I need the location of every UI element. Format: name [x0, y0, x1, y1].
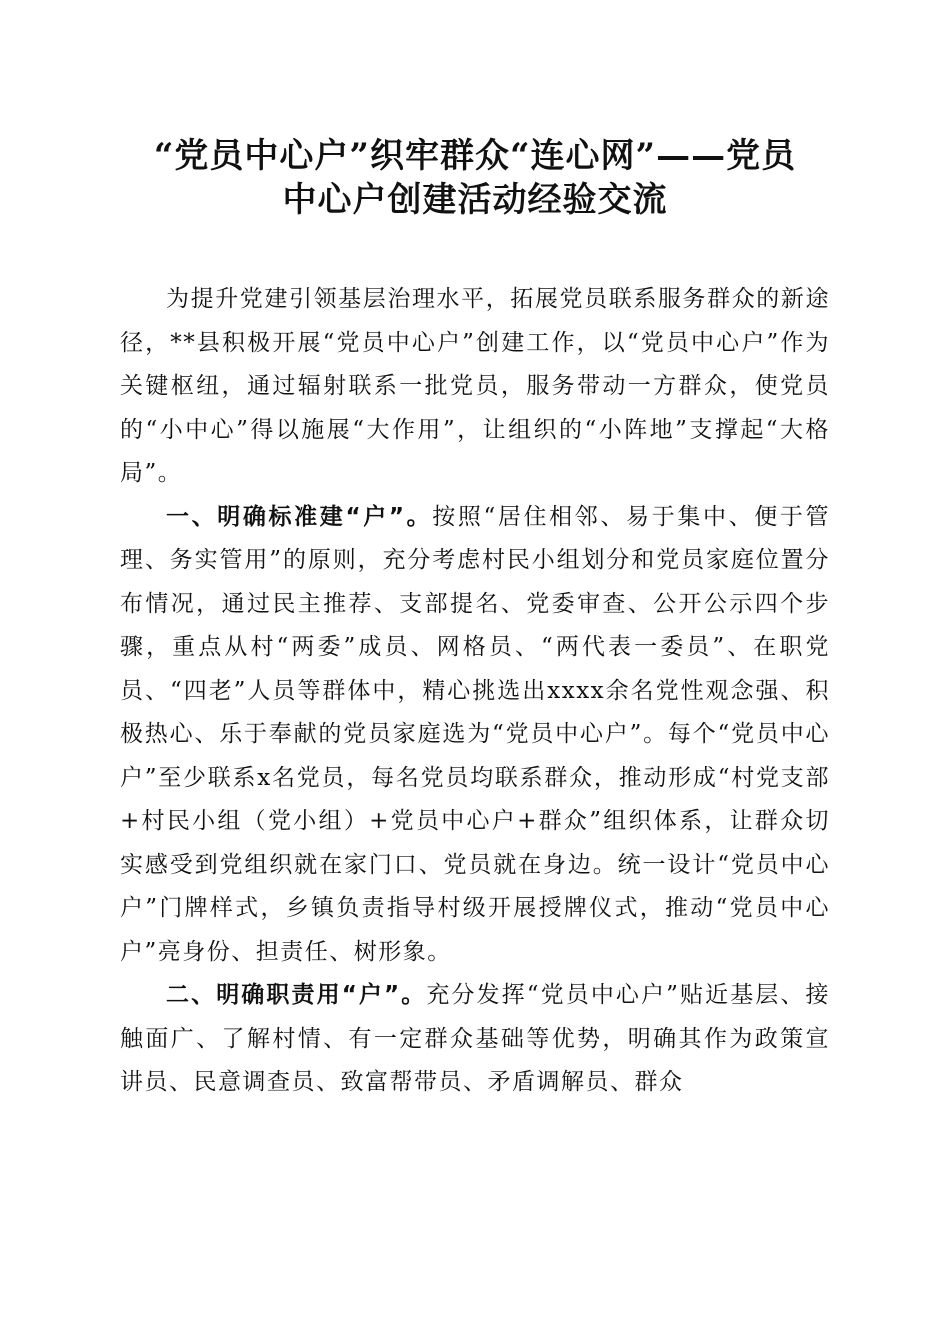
paragraph-text: 充分发挥“党员中心户”贴近基层、接触面广、了解村情、有一定群众基础等优势，明确其作为政策宣讲员、民意调查员、致富帮带员、矛盾调解员、群众 [120, 982, 830, 1095]
section-heading: 二、明确职责用“户”。 [166, 982, 427, 1008]
document-title [110, 134, 840, 222]
document-body [120, 278, 830, 1105]
paragraph-section-1 [120, 496, 830, 975]
paragraph-text: 按照“居住相邻、易于集中、便于管理、务实管用”的原则，充分考虑村民小组划分和党员家庭位置分布情况，通过民主推荐、支部提名、党委审查、公开公示四个步骤，重点从村“两委”成员、网格员、“两代表一委员”、在职党员、“四老”人员等群体中，精心挑选出xxxx余名党性观念强、积极热心、乐于奉献的党员家庭选为“党员中心户”。每个“党员中心户”至少联系x名党员，每名党员均联系群众，推动形成“村党支部+村民小组（党小组）+党员中心户+群众”组织体系，让群众切实感受到党组织就在家门口、党员就在身边。统一设计“党员中心户”门牌样式，乡镇负责指导村级开展授牌仪式，推动“党员中心户”亮身份、担责任、树形象。 [120, 503, 830, 965]
paragraph-text: 为提升党建引领基层治理水平，拓展党员联系服务群众的新途径，**县积极开展“党员中心户”创建工作，以“党员中心户”作为关键枢纽，通过辐射联系一批党员，服务带动一方群众，使党员的“小中心”得以施展“大作用”，让组织的“小阵地”支撑起“大格局”。 [120, 286, 830, 486]
section-heading: 一、明确标准建“户”。 [166, 503, 433, 530]
paragraph-intro [120, 278, 830, 496]
paragraph-section-2 [120, 974, 830, 1105]
title-line-2: 中心户创建活动经验交流 [282, 180, 668, 220]
title-line-1: “党员中心户”织牢群众“连心网”——党员 [153, 136, 797, 176]
